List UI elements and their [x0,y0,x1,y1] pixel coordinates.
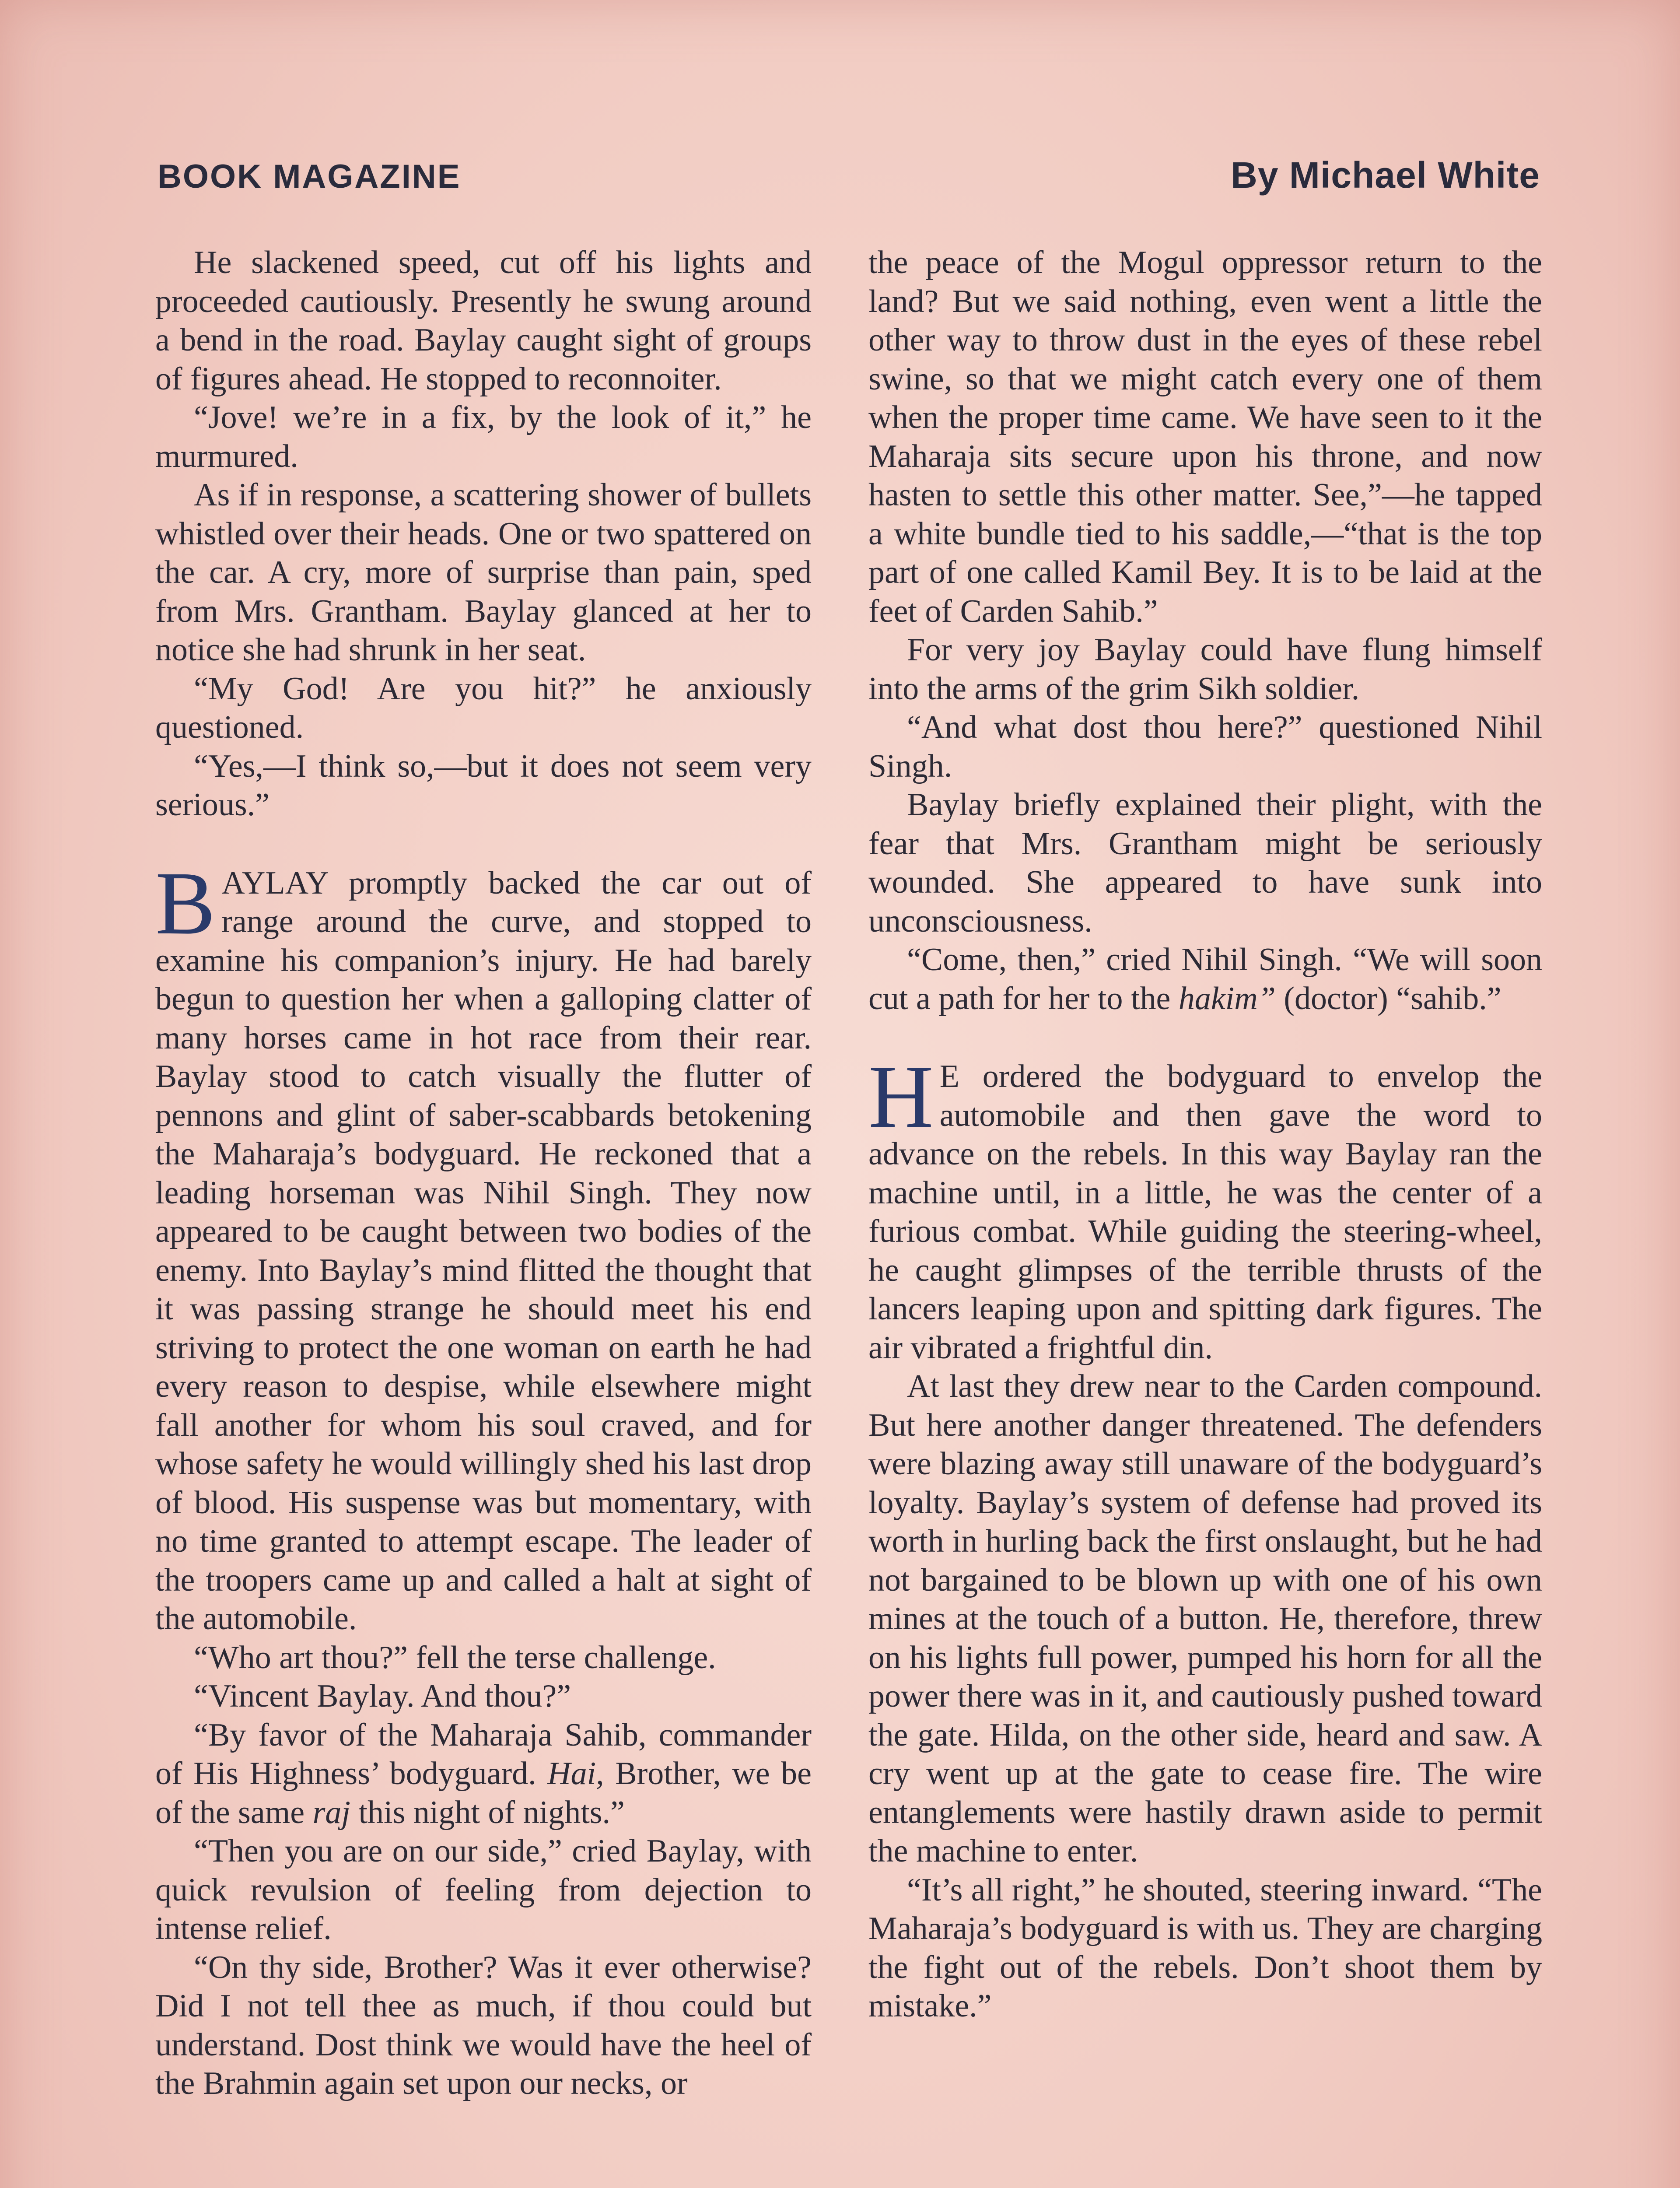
paragraph: “Vincent Baylay. And thou?” [194,1678,571,1714]
paragraph: “Yes,—I think so,—but it does not seem very serious.” [155,748,812,823]
italic-word: raj [312,1794,350,1830]
drop-cap: H [868,1046,934,1147]
paragraph: “My God! Are you hit?” he anxiously questioned. [155,670,812,745]
paragraph: the peace of the Mogul oppressor return to the land? But we said nothing, even went a little the other way to throw dust in the eyes of these rebel swine, so that we might catch every one of them when the proper time came. We have seen to it the Maharaja sits secure upon his throne, and now hasten to settle this other matter. See,”—he tapped a white bundle tied to his saddle,—“that is the top part of one called Kamil Bey. It is to be laid at the feet of Carden Sahib.” [868,245,1542,629]
paragraph-text: “Come, then,” cried Nihil Singh. “We will soon cut a path for her to the [868,942,1542,1017]
paragraph [155,1716,812,1832]
paragraph-text: (doctor) “sahib.” [1275,980,1502,1017]
paragraph-text: Brother, we be of the same [155,1756,812,1830]
paragraph: At last they drew near to the Carden compound. But here another danger threatened. The defenders were blazing away still unaware of the bodyguard’s loyalty. Baylay’s system of defense had proved its worth in hurling back the first onslaught, but he had not bargained to be blown up with one of his own mines at the touch of a button. He, therefore, threw on his lights full power, pumped his horn for all the power there was in it, and cautiously pushed toward the gate. Hilda, on the other side, heard and saw. A cry went up at the gate to cease fire. The wire entanglements were hastily drawn aside to permit the machine to enter. [868,1368,1542,1869]
section-paragraph [155,852,812,1638]
running-header [158,154,1540,207]
section-paragraph [868,1046,1542,1367]
paragraph: “On thy side, Brother? Was it ever otherwise? Did I not tell thee as much, if thou could but understand. Dost think we would have the heel of the Brahmin again set upon our necks, or [155,1949,812,2101]
paragraph-text: this night of nights.” [350,1794,625,1830]
drop-cap: B [155,852,216,953]
paragraph: For very joy Baylay could have flung himself into the arms of the grim Sikh soldier. [868,632,1542,707]
paragraph: He slackened speed, cut off his lights and proceeded cautiously. Presently he swung around a bend in the road. Baylay caught sight of groups of figures ahead. He stopped to reconnoiter. [155,245,812,397]
paragraph: Baylay briefly explained their plight, with the fear that Mrs. Grantham might be seriously wounded. She appeared to have sunk into unconsciousness. [868,787,1542,939]
paragraph-text: E ordered the bodyguard to envelop the automobile and then gave the word to advance on the rebels. In this way Baylay ran the machine until, in a little, he was the center of a furious combat. While guiding the steering-wheel, he caught glimpses of the terrible thrusts of the lancers leaping upon and spitting dark figures. The air vibrated a frightful din. [868,1059,1542,1366]
paragraph [868,940,1542,1018]
paragraph: As if in response, a scattering shower of bullets whistled over their heads. One or two spattered on the car. A cry, more of surprise than pain, sped from Mrs. Grantham. Baylay glanced at her to notice she had shrunk in her seat. [155,477,812,668]
paragraph: “And what dost thou here?” questioned Nihil Singh. [868,709,1542,784]
magazine-title: BOOK MAGAZINE [158,158,461,195]
text-column-left [155,243,812,2103]
italic-word: hakim” [1178,980,1276,1017]
paragraph-text: “By favor of the Maharaja Sahib, commander of His Highness’ bodyguard. [155,1717,812,1792]
text-column-right [868,243,1542,2026]
paragraph: “Then you are on our side,” cried Baylay, with quick revulsion of feeling from dejection to intense relief. [155,1833,812,1946]
paragraph: “Jove! we’re in a fix, by the look of it,” he murmured. [155,400,812,474]
paragraph: “Who art thou?” fell the terse challenge. [194,1639,716,1676]
italic-word: Hai, [547,1756,604,1792]
paragraph: “It’s all right,” he shouted, steering inward. “The Maharaja’s bodyguard is with us. They are charging the fight out of the rebels. Don’t shoot them by mistake.” [868,1872,1542,2024]
paragraph-text: AYLAY promptly backed the car out of range around the curve, and stopped to examine his companion’s injury. He had barely begun to question her when a galloping clatter of many horses came in hot race from their rear. Baylay stood to catch visually the flutter of pennons and glint of saber-scabbards betokening the Maharaja’s bodyguard. He reckoned that a leading horseman was Nihil Singh. They now appeared to be caught between two bodies of the enemy. Into Baylay’s mind flitted the thought that it was passing strange he should meet his end striving to protect the one woman on earth he had every reason to despise, while elsewhere might fall another for whom his soul craved, and for whose safety he would willingly shed his last drop of blood. His suspense was but momentary, with no time granted to attempt escape. The leader of the troopers came up and called a halt at sight of the automobile. [155,865,812,1637]
author-byline: By Michael White [1231,154,1540,196]
